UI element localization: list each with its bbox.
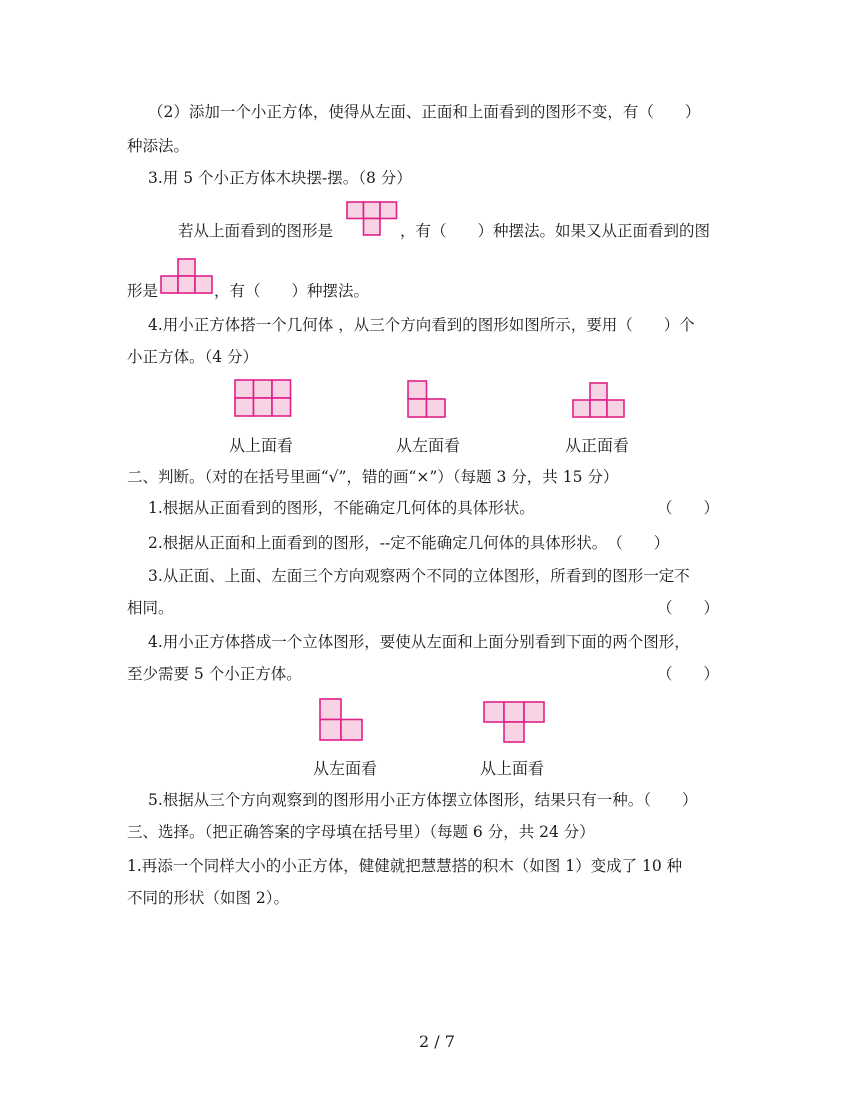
q4-text-line2: 小正方体。（4 分） [127, 348, 259, 366]
q4-text-line1: 4.用小正方体搭一个几何体 ，从三个方向看到的图形如图所示，要用（ ）个 [148, 316, 695, 334]
q2-text-line2: 种添法。 [127, 137, 190, 155]
judge-item-5: 5.根据从三个方向观察到的图形用小正方体摆立体图形，结果只有一种。（ ） [148, 791, 698, 809]
judge-item-4-line2: 至少需要 5 个小正方体。 [127, 665, 302, 683]
choice-item-1-line2: 不同的形状（如图 2）。 [127, 889, 290, 907]
q2-text-line1: （2）添加一个小正方体，使得从左面、正面和上面看到的图形不变，有（ ） [148, 103, 701, 121]
front-view-inverted-t-icon [572, 382, 626, 418]
q3-line1-pre: 若从上面看到的图形是 [178, 222, 334, 240]
caption-top-view: 从上面看 [229, 436, 294, 455]
choice-item-1-line1: 1.再添一个同样大小的小正方体，健健就把慧慧搭的积木（如图 1）变成了 10 种 [127, 857, 683, 875]
judge-item-3-answer-blank: （ ） [657, 599, 720, 617]
q3-line2-post: ，有（ ）种摆法。 [214, 282, 370, 300]
judge-item-4-line1: 4.用小正方体搭成一个立体图形，要使从左面和上面分别看到下面的两个图形， [148, 633, 690, 651]
top-view-grid-icon [234, 379, 292, 417]
judge-item-3-line1: 3.从正面、上面、左面三个方向观察两个不同的立体图形，所看到的图形一定不 [148, 567, 690, 585]
caption-front-view: 从正面看 [565, 436, 630, 455]
judge-item-1: 1.根据从正面看到的图形，不能确定几何体的具体形状。 [148, 499, 535, 517]
caption-j4-left-view: 从左面看 [313, 759, 378, 778]
q3-line1-post: ，有（ ）种摆法。如果又从正面看到的图 [400, 222, 711, 240]
section2-title: 二、判断。（对的在括号里画“√”，错的画“×”）（每题 3 分，共 15 分） [127, 468, 619, 486]
section3-title: 三、选择。（把正确答案的字母填在括号里）（每题 6 分，共 24 分） [127, 823, 595, 841]
judge-item-2: 2.根据从正面和上面看到的图形，--定不能确定几何体的具体形状。 （ ） [148, 534, 670, 552]
top-view-t-shape-icon [346, 201, 398, 237]
caption-j4-top-view: 从上面看 [480, 759, 545, 778]
q3-line2-pre: 形是 [127, 282, 159, 300]
j4-left-view-l-shape-icon [319, 698, 364, 741]
j4-top-view-t-shape-icon [483, 701, 545, 743]
judge-item-1-answer-blank: （ ） [657, 499, 720, 517]
judge-item-3-line2: 相同。 [127, 599, 174, 617]
caption-left-view: 从左面看 [396, 436, 461, 455]
front-view-inverted-t-icon [160, 258, 215, 294]
page-number: 2 / 7 [419, 1032, 455, 1051]
judge-item-4-answer-blank: （ ） [657, 665, 720, 683]
q3-title: 3.用 5 个小正方体木块摆-摆。（8 分） [148, 169, 412, 187]
left-view-l-shape-icon [407, 380, 447, 418]
